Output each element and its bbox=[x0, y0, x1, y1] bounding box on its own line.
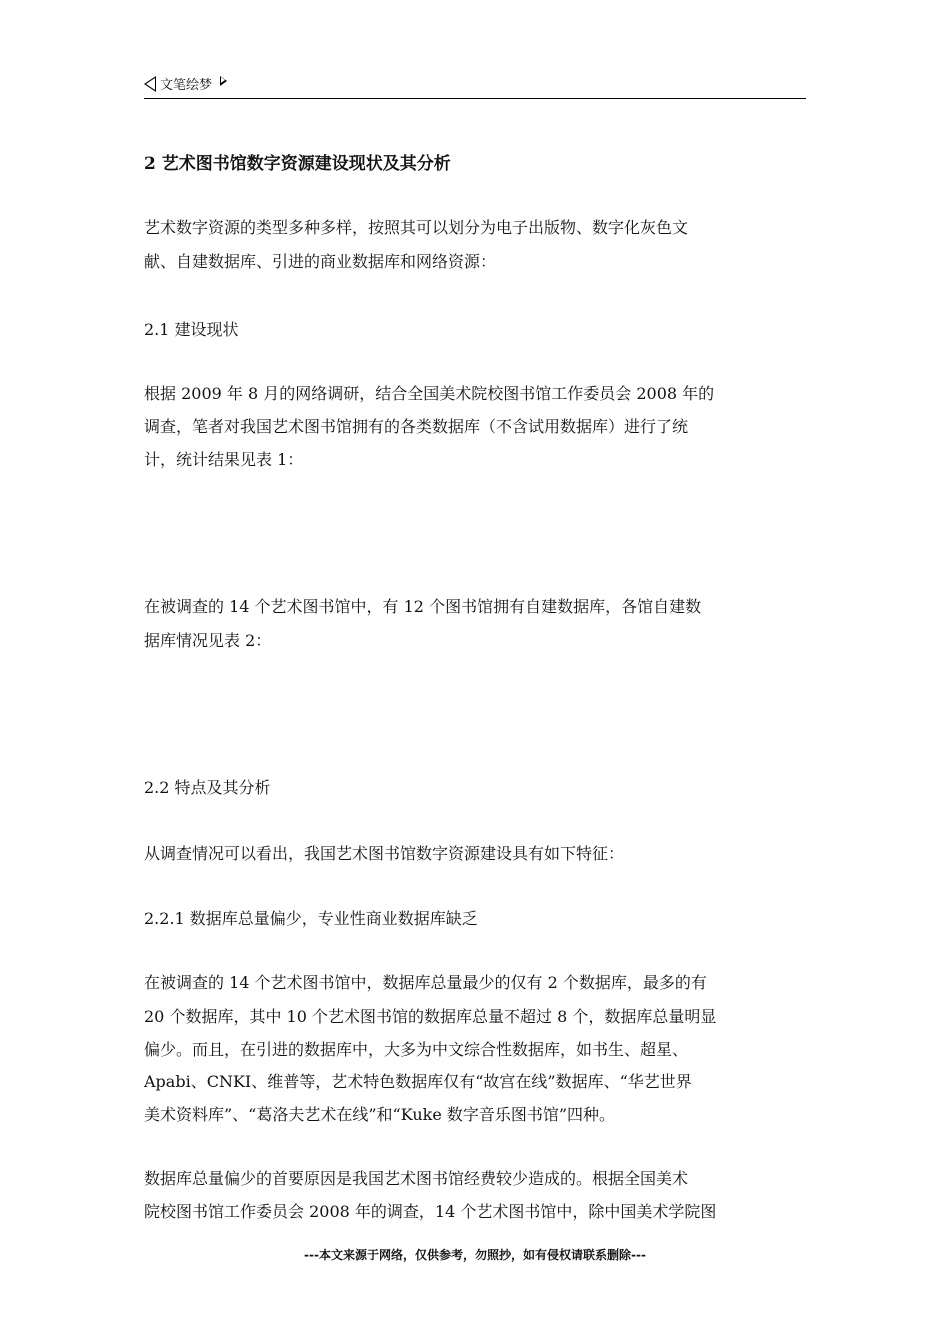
paragraph-line: 计，统计结果见表 1： bbox=[144, 450, 304, 469]
page-footer: ---本文来源于网络，仅供参考，勿照抄，如有侵权请联系删除--- bbox=[304, 1248, 646, 1262]
paragraph-line: 调查，笔者对我国艺术图书馆拥有的各类数据库（不含试用数据库）进行了统 bbox=[144, 417, 689, 436]
paragraph-line: 院校图书馆工作委员会 2008 年的调查，14 个艺术图书馆中，除中国美术学院图 bbox=[144, 1202, 717, 1221]
paragraph-line: 20 个数据库，其中 10 个艺术图书馆的数据库总量不超过 8 个，数据库总量明显 bbox=[144, 1007, 717, 1026]
page-header bbox=[144, 74, 806, 99]
subsection-heading: 2.2 特点及其分析 bbox=[144, 778, 271, 797]
paragraph-line: 在被调查的 14 个艺术图书馆中，有 12 个图书馆拥有自建数据库，各馆自建数 bbox=[144, 597, 702, 616]
paragraph-line: 从调查情况可以看出，我国艺术图书馆数字资源建设具有如下特征： bbox=[144, 844, 625, 863]
paragraph-line: Apabi、CNKI、维普等，艺术特色数据库仅有“故宫在线”数据库、“华艺世界 bbox=[144, 1072, 692, 1091]
paragraph-line: 根据 2009 年 8 月的网络调研，结合全国美术院校图书馆工作委员会 2008 年的 bbox=[144, 384, 715, 403]
brand bbox=[144, 74, 227, 93]
subsection-heading: 2.1 建设现状 bbox=[144, 320, 239, 339]
paragraph-line: 献、自建数据库、引进的商业数据库和网络资源： bbox=[144, 252, 497, 271]
paragraph-line: 艺术数字资源的类型多种多样，按照其可以划分为电子出版物、数字化灰色文 bbox=[144, 218, 689, 237]
paragraph-line: 数据库总量偏少的首要原因是我国艺术图书馆经费较少造成的。根据全国美术 bbox=[144, 1169, 689, 1188]
paragraph-line: 在被调查的 14 个艺术图书馆中，数据库总量最少的仅有 2 个数据库，最多的有 bbox=[144, 973, 707, 992]
right-triangle-icon bbox=[220, 76, 227, 86]
left-triangle-icon bbox=[144, 76, 156, 92]
paragraph-line: 据库情况见表 2： bbox=[144, 631, 272, 650]
brand-name: 文笔绘梦 bbox=[160, 78, 213, 93]
section-heading: 2 艺术图书馆数字资源建设现状及其分析 bbox=[144, 154, 451, 174]
paragraph-line: 美术资料库”、“葛洛夫艺术在线”和“Kuke 数字音乐图书馆”四种。 bbox=[144, 1105, 616, 1124]
subsection-heading: 2.2.1 数据库总量偏少，专业性商业数据库缺乏 bbox=[144, 909, 478, 928]
paragraph-line: 偏少。而且，在引进的数据库中，大多为中文综合性数据库，如书生、超星、 bbox=[144, 1040, 689, 1059]
